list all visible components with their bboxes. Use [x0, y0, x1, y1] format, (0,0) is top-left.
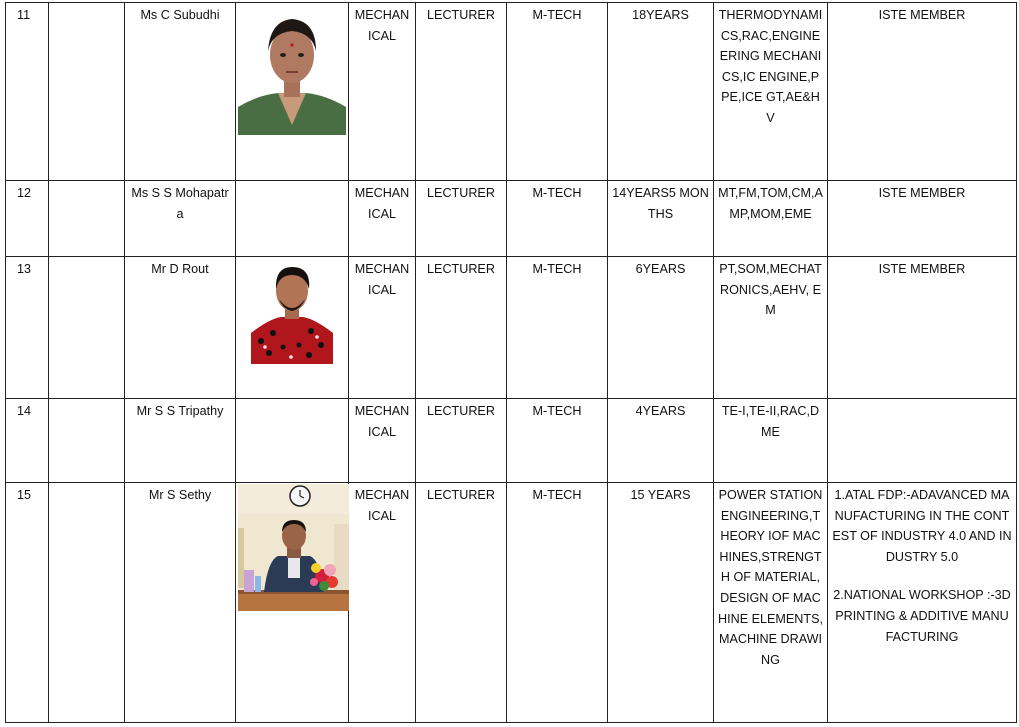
- qualification: M-TECH: [507, 399, 608, 483]
- subjects: PT,SOM,MECHATRONICS,AEHV, EM: [714, 257, 828, 399]
- spacer: [832, 567, 1012, 585]
- qualification: M-TECH: [507, 483, 608, 723]
- department: MECHANICAL: [349, 483, 416, 723]
- empty-cell: [49, 257, 125, 399]
- serial-number: 13: [6, 257, 49, 399]
- membership: [828, 483, 1017, 723]
- experience: 15 YEARS: [608, 483, 714, 723]
- faculty-photo: [238, 484, 349, 611]
- designation: LECTURER: [416, 483, 507, 723]
- experience: 4YEARS: [608, 399, 714, 483]
- serial-number: 11: [6, 3, 49, 181]
- faculty-photo: [238, 7, 346, 135]
- membership: [828, 399, 1017, 483]
- qualification: M-TECH: [507, 3, 608, 181]
- table-row: [6, 3, 1017, 181]
- designation: LECTURER: [416, 399, 507, 483]
- designation: LECTURER: [416, 181, 507, 257]
- faculty-name: Mr D Rout: [125, 257, 236, 399]
- serial-number: 14: [6, 399, 49, 483]
- department: MECHANICAL: [349, 3, 416, 181]
- qualification: M-TECH: [507, 181, 608, 257]
- empty-cell: [49, 181, 125, 257]
- empty-cell: [49, 483, 125, 723]
- subjects: THERMODYNAMICS,RAC,ENGINEERING MECHANICS,IC ENGINE,PPE,ICE GT,AE&HV: [714, 3, 828, 181]
- serial-number: 15: [6, 483, 49, 723]
- subjects: MT,FM,TOM,CM,AMP,MOM,EME: [714, 181, 828, 257]
- faculty-name: Ms C Subudhi: [125, 3, 236, 181]
- photo-cell: [236, 3, 349, 181]
- table-row: [6, 181, 1017, 257]
- serial-number: 12: [6, 181, 49, 257]
- table-row: [6, 483, 1017, 723]
- faculty-name: Ms S S Mohapatra: [125, 181, 236, 257]
- table-row: [6, 399, 1017, 483]
- qualification: M-TECH: [507, 257, 608, 399]
- membership: ISTE MEMBER: [828, 3, 1017, 181]
- experience: 6YEARS: [608, 257, 714, 399]
- designation: LECTURER: [416, 3, 507, 181]
- faculty-photo: [251, 261, 333, 364]
- faculty-name: Mr S Sethy: [125, 483, 236, 723]
- subjects: POWER STATION ENGINEERING,THEORY IOF MACHINES,STRENGTH OF MATERIAL,DESIGN OF MACHINE ELEMENTS,MACHINE DRAWING: [714, 483, 828, 723]
- table-row: [6, 257, 1017, 399]
- photo-cell: [236, 181, 349, 257]
- department: MECHANICAL: [349, 257, 416, 399]
- membership: ISTE MEMBER: [828, 257, 1017, 399]
- membership-item: 1.ATAL FDP:-ADAVANCED MANUFACTURING IN THE CONTEST OF INDUSTRY 4.0 AND INDUSTRY 5.0: [832, 488, 1012, 564]
- photo-cell: [236, 257, 349, 399]
- experience: 18YEARS: [608, 3, 714, 181]
- empty-cell: [49, 3, 125, 181]
- empty-cell: [49, 399, 125, 483]
- department: MECHANICAL: [349, 399, 416, 483]
- membership-item: 2.NATIONAL WORKSHOP :-3D PRINTING & ADDITIVE MANUFACTURING: [833, 588, 1011, 644]
- designation: LECTURER: [416, 257, 507, 399]
- faculty-name: Mr S S Tripathy: [125, 399, 236, 483]
- department: MECHANICAL: [349, 181, 416, 257]
- membership: ISTE MEMBER: [828, 181, 1017, 257]
- faculty-table-wrapper: [5, 2, 1017, 723]
- photo-cell: [236, 399, 349, 483]
- experience: 14YEARS5 MONTHS: [608, 181, 714, 257]
- photo-cell: [236, 483, 349, 723]
- subjects: TE-I,TE-II,RAC,DME: [714, 399, 828, 483]
- faculty-table: [5, 2, 1017, 723]
